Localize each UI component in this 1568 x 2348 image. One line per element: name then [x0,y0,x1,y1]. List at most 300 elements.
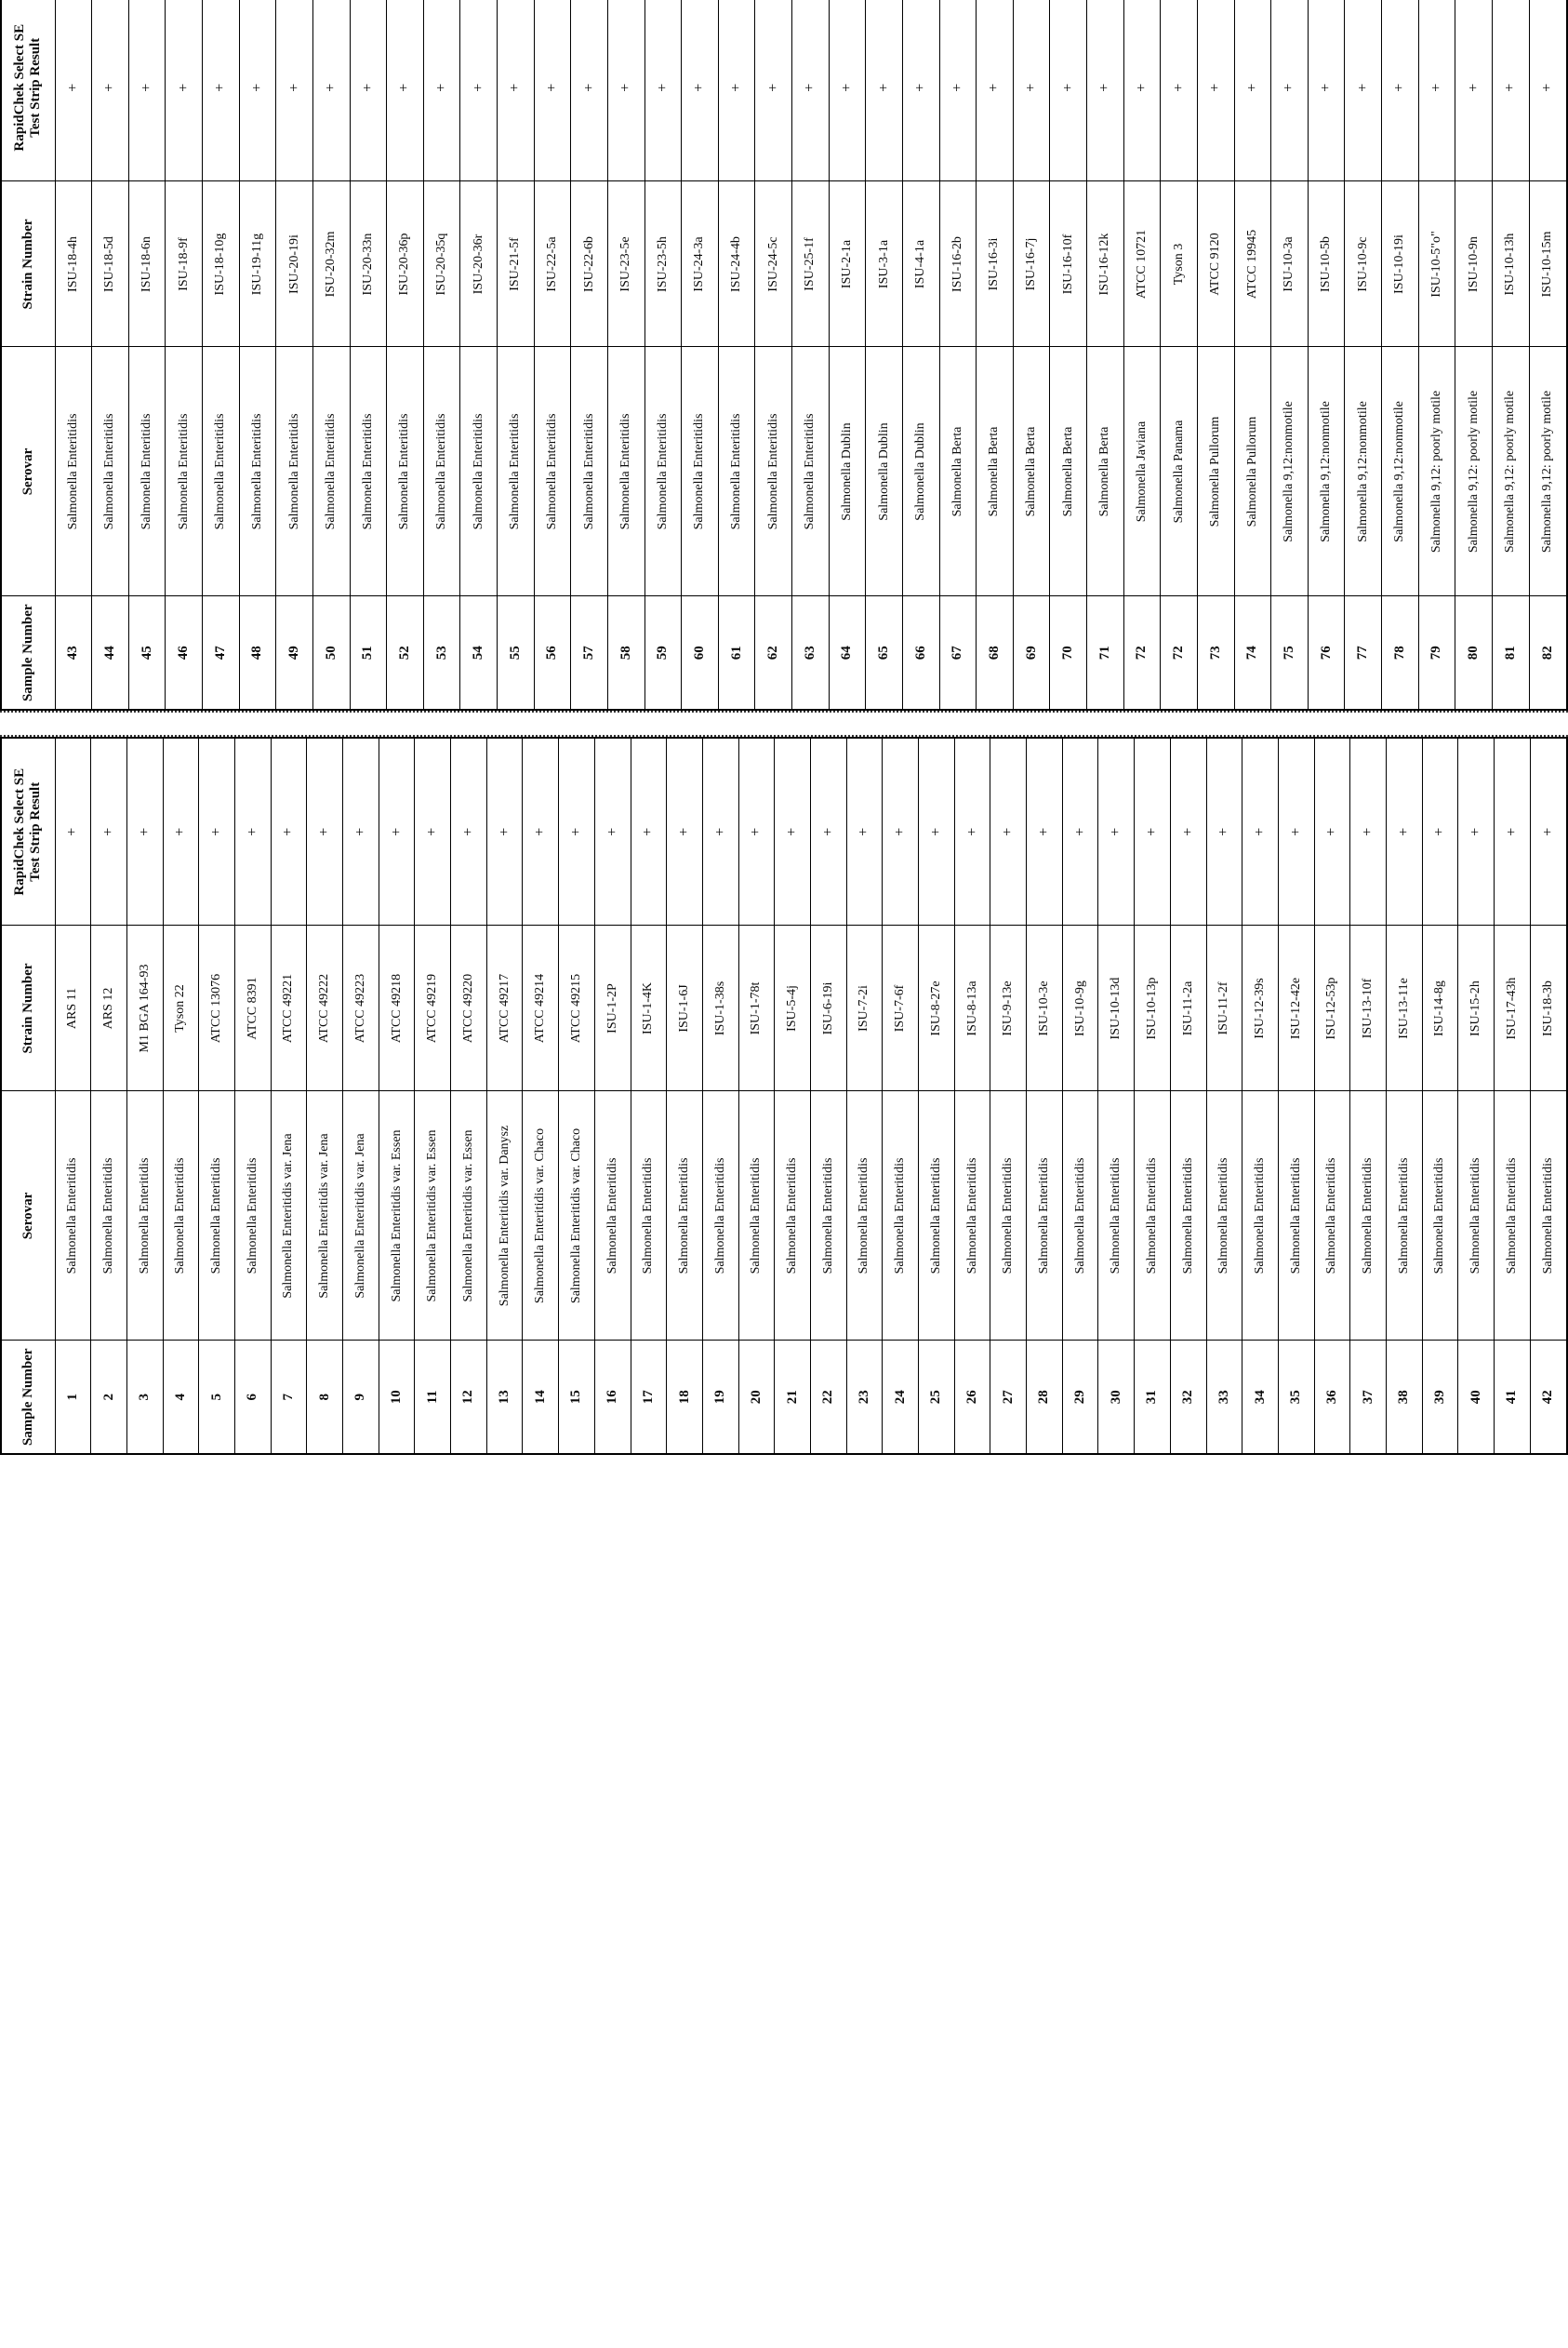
serovar-cell: Salmonella Enteritidis [1098,1091,1135,1341]
table-row [276,0,313,710]
result-cell: + [1382,0,1419,181]
serovar-cell: Salmonella Enteritidis [55,1091,91,1341]
strain-cell: ARS 11 [55,926,91,1091]
table-row [1492,0,1529,710]
serovar-cell: Salmonella Enteritidis [1206,1091,1242,1341]
serovar-cell: Salmonella Enteritidis var. Jena [307,1091,343,1341]
table-row [1422,738,1458,1454]
serovar-cell: Salmonella Enteritidis [1458,1091,1495,1341]
sample-cell: 56 [534,596,571,710]
result-cell: + [1492,0,1529,181]
sample-cell: 8 [307,1341,343,1454]
sample-cell: 69 [1013,596,1050,710]
sample-cell: 41 [1495,1341,1531,1454]
serovar-cell: Salmonella Enteritidis [1350,1091,1387,1341]
sample-cell: 33 [1206,1341,1242,1454]
strain-cell: ATCC 8391 [234,926,271,1091]
sample-cell: 78 [1382,596,1419,710]
header-row [1,738,55,1454]
strain-cell: ISU-18-3b [1530,926,1567,1091]
serovar-cell: Salmonella Berta [1050,347,1087,596]
serovar-cell: Salmonella Enteritidis [350,347,387,596]
strain-cell: ISU-16-10f [1050,181,1087,347]
result-cell: + [1350,738,1387,926]
sample-cell: 79 [1418,596,1455,710]
strain-cell: ISU-11-2a [1170,926,1206,1091]
sample-cell: 19 [702,1341,738,1454]
sample-cell: 11 [415,1341,451,1454]
strain-cell: ISU-10-3e [1027,926,1063,1091]
result-cell: + [1170,738,1206,926]
serovar-cell: Salmonella Pullorum [1234,347,1271,596]
table-row [644,0,682,710]
strain-cell: ISU-12-42e [1278,926,1314,1091]
table-row [163,738,199,1454]
sample-cell: 46 [166,596,203,710]
table-row [1050,0,1087,710]
result-cell: + [498,0,535,181]
strain-cell: ISU-1-38s [702,926,738,1091]
result-cell: + [126,738,163,926]
serovar-cell: Salmonella Enteritidis [1242,1091,1279,1341]
serovar-cell: Salmonella Enteritidis [702,1091,738,1341]
serovar-cell: Salmonella Enteritidis [203,347,240,596]
serovar-cell: Salmonella Berta [977,347,1014,596]
serovar-cell: Salmonella Dublin [902,347,939,596]
sample-cell: 40 [1458,1341,1495,1454]
strain-cell: ISU-20-36p [387,181,424,347]
table-row [1314,738,1350,1454]
strain-cell: ATCC 49222 [307,926,343,1091]
serovar-cell: Salmonella Enteritidis [607,347,644,596]
result-cell: + [1314,738,1350,926]
result-cell: + [718,0,755,181]
table-row [1135,738,1171,1454]
serovar-header: Serovar [1,1091,55,1341]
serovar-cell: Salmonella Enteritidis [387,347,424,596]
sample-cell: 39 [1422,1341,1458,1454]
strain-cell: ISU-10-9g [1062,926,1098,1091]
sample-cell: 3 [126,1341,163,1454]
serovar-cell: Salmonella Enteritidis [594,1091,631,1341]
result-cell: + [486,738,523,926]
table-row [1170,738,1206,1454]
serovar-cell: Salmonella Enteritidis [644,347,682,596]
table-row [1234,0,1271,710]
strain-cell: ISU-20-35q [423,181,460,347]
strain-cell: ISU-8-27e [919,926,955,1091]
strain-cell: ISU-5-4j [775,926,811,1091]
result-cell: + [954,738,990,926]
strain-cell: ISU-15-2h [1458,926,1495,1091]
sample-cell: 73 [1197,596,1234,710]
sample-cell: 76 [1308,596,1345,710]
sample-cell: 64 [829,596,866,710]
sample-cell: 29 [1062,1341,1098,1454]
result-cell: + [312,0,350,181]
sample-cell: 81 [1492,596,1529,710]
strain-cell: ATCC 13076 [199,926,235,1091]
result-cell: + [1422,738,1458,926]
strain-cell: ISU-1-2P [594,926,631,1091]
sample-cell: 16 [594,1341,631,1454]
sample-cell: 58 [607,596,644,710]
strain-cell: ISU-10-13d [1098,926,1135,1091]
sample-cell: 67 [939,596,977,710]
result-cell: + [523,738,559,926]
strain-cell: ISU-10-13p [1135,926,1171,1091]
serovar-cell: Salmonella Dublin [829,347,866,596]
result-cell: + [919,738,955,926]
table-row [702,738,738,1454]
table-row [1418,0,1455,710]
result-cell: + [631,738,667,926]
sample-cell: 66 [902,596,939,710]
sample-cell: 74 [1234,596,1271,710]
strain-cell: ISU-13-10f [1350,926,1387,1091]
strain-cell: ISU-10-5"o" [1418,181,1455,347]
serovar-cell: Salmonella Enteritidis [1386,1091,1422,1341]
serovar-cell: Salmonella 9,12: poorly motile [1418,347,1455,596]
result-cell: + [594,738,631,926]
strain-cell: ISU-24-5c [755,181,792,347]
strain-cell: ISU-21-5f [498,181,535,347]
strain-cell: ISU-1-4K [631,926,667,1091]
result-header [1,0,55,181]
strain-cell: ISU-23-5e [607,181,644,347]
strain-cell: ISU-18-4h [55,181,92,347]
result-cell: + [271,738,307,926]
sample-cell: 55 [498,596,535,710]
strain-cell: ISU-18-6n [128,181,166,347]
sample-cell: 5 [199,1341,235,1454]
result-header [1,738,55,926]
table-row [939,0,977,710]
result-cell: + [1418,0,1455,181]
serovar-cell: Salmonella Enteritidis [234,1091,271,1341]
result-cell: + [199,738,235,926]
serovar-cell: Salmonella Enteritidis [55,347,92,596]
result-cell: + [846,738,883,926]
result-cell: + [451,738,487,926]
serovar-cell: Salmonella Enteritidis [667,1091,703,1341]
sample-cell: 63 [792,596,830,710]
result-cell: + [1234,0,1271,181]
serovar-cell: Salmonella Enteritidis var. Essen [379,1091,415,1341]
sample-cell: 51 [350,596,387,710]
sample-cell: 25 [919,1341,955,1454]
result-cell: + [91,738,127,926]
sample-cell: 27 [990,1341,1027,1454]
sample-cell: 52 [387,596,424,710]
serovar-cell: Salmonella 9,12:nonmotile [1382,347,1419,596]
sample-cell: 34 [1242,1341,1279,1454]
table-row [91,738,127,1454]
sample-cell: 82 [1529,596,1567,710]
result-cell: + [379,738,415,926]
table-row [631,738,667,1454]
serovar-cell: Salmonella Enteritidis [239,347,276,596]
strain-cell: ISU-16-12k [1087,181,1124,347]
table-row [1027,738,1063,1454]
serovar-cell: Salmonella Berta [1013,347,1050,596]
result-cell: + [1530,738,1567,926]
result-cell: + [571,0,608,181]
table-row [1455,0,1493,710]
result-cell: + [460,0,498,181]
table-row [1495,738,1531,1454]
table-row [1062,738,1098,1454]
serovar-cell: Salmonella Enteritidis var. Essen [415,1091,451,1341]
table-row [55,738,91,1454]
result-cell: + [1013,0,1050,181]
sample-cell: 17 [631,1341,667,1454]
table-row [534,0,571,710]
result-cell: + [902,0,939,181]
table-row [738,738,775,1454]
sample-cell: 44 [92,596,129,710]
sample-cell: 59 [644,596,682,710]
sample-cell: 15 [559,1341,595,1454]
sample-cell: 38 [1386,1341,1422,1454]
strain-cell: ATCC 9120 [1197,181,1234,347]
strain-cell: ISU-22-5a [534,181,571,347]
strain-number-header: Strain Number [1,926,55,1091]
strain-cell: ISU-12-53p [1314,926,1350,1091]
serovar-cell: Salmonella Enteritidis [1422,1091,1458,1341]
result-cell: + [738,738,775,926]
serovar-cell: Salmonella 9,12:nonmotile [1308,347,1345,596]
serovar-cell: Salmonella 9,12: poorly motile [1455,347,1493,596]
strain-cell: ISU-10-13h [1492,181,1529,347]
result-cell: + [1098,738,1135,926]
sample-cell: 65 [866,596,903,710]
strain-table-samples-1-42 [0,737,1568,1455]
result-cell: + [1206,738,1242,926]
table-row [1161,0,1198,710]
result-cell: + [682,0,719,181]
result-cell: + [644,0,682,181]
sample-cell: 54 [460,596,498,710]
serovar-cell: Salmonella Enteritidis var. Essen [451,1091,487,1341]
strain-cell: ATCC 49214 [523,926,559,1091]
table-row [1098,738,1135,1454]
table-row [559,738,595,1454]
strain-cell: ATCC 49217 [486,926,523,1091]
table-row [682,0,719,710]
serovar-cell: Salmonella Enteritidis [846,1091,883,1341]
strain-cell: ISU-10-19i [1382,181,1419,347]
strain-cell: ATCC 49220 [451,926,487,1091]
table-row [1197,0,1234,710]
sample-cell: 80 [1455,596,1493,710]
serovar-cell: Salmonella Enteritidis [163,1091,199,1341]
strain-cell: ISU-8-13a [954,926,990,1091]
result-cell: + [883,738,919,926]
sample-cell: 35 [1278,1341,1314,1454]
serovar-cell: Salmonella Enteritidis [1530,1091,1567,1341]
strain-cell: ATCC 19945 [1234,181,1271,347]
sample-cell: 36 [1314,1341,1350,1454]
table-row [594,738,631,1454]
sample-cell: 49 [276,596,313,710]
sample-number-header: Sample Number [1,596,55,710]
strain-cell: ISU-10-3a [1271,181,1309,347]
serovar-cell: Salmonella Enteritidis [755,347,792,596]
sample-cell: 45 [128,596,166,710]
result-cell: + [990,738,1027,926]
sample-cell: 24 [883,1341,919,1454]
serovar-cell: Salmonella Enteritidis [571,347,608,596]
strain-cell: ISU-20-19i [276,181,313,347]
serovar-cell: Salmonella Enteritidis [775,1091,811,1341]
table-row [387,0,424,710]
table-row [1382,0,1419,710]
serovar-cell: Salmonella Enteritidis [954,1091,990,1341]
serovar-cell: Salmonella Enteritidis var. Chaco [559,1091,595,1341]
serovar-cell: Salmonella Enteritidis [199,1091,235,1341]
table-row [415,738,451,1454]
table-row [498,0,535,710]
sample-cell: 22 [810,1341,846,1454]
result-cell: + [163,738,199,926]
sample-cell: 31 [1135,1341,1171,1454]
sample-cell: 32 [1170,1341,1206,1454]
strain-cell: ISU-2-1a [829,181,866,347]
strain-cell: Tyson 22 [163,926,199,1091]
serovar-cell: Salmonella Pullorum [1197,347,1234,596]
table-separator-dotted-line [0,711,1568,737]
page-margin [0,1455,1568,2348]
result-cell: + [55,738,91,926]
result-cell: + [55,0,92,181]
strain-cell: ISU-24-4b [718,181,755,347]
strain-cell: ATCC 49221 [271,926,307,1091]
result-cell: + [1495,738,1531,926]
sample-cell: 1 [55,1341,91,1454]
serovar-cell: Salmonella Enteritidis [92,347,129,596]
table-row [1308,0,1345,710]
sample-cell: 28 [1027,1341,1063,1454]
strain-cell: ISU-14-8g [1422,926,1458,1091]
table-row [1345,0,1382,710]
sample-cell: 37 [1350,1341,1387,1454]
table-row [343,738,379,1454]
table-row [607,0,644,710]
result-cell: + [792,0,830,181]
serovar-cell: Salmonella 9,12:nonmotile [1345,347,1382,596]
serovar-cell: Salmonella Enteritidis [1495,1091,1531,1341]
serovar-cell: Salmonella Enteritidis [1062,1091,1098,1341]
serovar-cell: Salmonella 9,12: poorly motile [1492,347,1529,596]
sample-cell: 4 [163,1341,199,1454]
result-header-line: Test Strip Result [28,37,44,138]
result-cell: + [415,738,451,926]
sample-cell: 48 [239,596,276,710]
result-cell: + [1271,0,1309,181]
table-row [307,738,343,1454]
sample-cell: 43 [55,596,92,710]
table-row [1013,0,1050,710]
result-cell: + [307,738,343,926]
strain-cell: ISU-1-6J [667,926,703,1091]
result-cell: + [607,0,644,181]
result-cell: + [1386,738,1422,926]
serovar-cell: Salmonella Berta [939,347,977,596]
sample-cell: 77 [1345,596,1382,710]
sample-cell: 62 [755,596,792,710]
serovar-cell: Salmonella Enteritidis var. Chaco [523,1091,559,1341]
serovar-cell: Salmonella Enteritidis [460,347,498,596]
serovar-cell: Salmonella Enteritidis [682,347,719,596]
result-cell: + [1242,738,1279,926]
result-cell: + [1027,738,1063,926]
sample-cell: 7 [271,1341,307,1454]
table-row [523,738,559,1454]
strain-cell: ATCC 10721 [1123,181,1161,347]
sample-cell: 50 [312,596,350,710]
result-cell: + [1161,0,1198,181]
sample-cell: 26 [954,1341,990,1454]
serovar-cell: Salmonella Enteritidis [423,347,460,596]
table-row [423,0,460,710]
strain-cell: ISU-25-1f [792,181,830,347]
serovar-cell: Salmonella Enteritidis [1027,1091,1063,1341]
table-row [312,0,350,710]
table-row [810,738,846,1454]
strain-cell: ISU-20-33n [350,181,387,347]
serovar-cell: Salmonella Enteritidis var. Jena [271,1091,307,1341]
strain-cell: ISU-19-11g [239,181,276,347]
strain-cell: ISU-12-39s [1242,926,1279,1091]
result-cell: + [92,0,129,181]
table-row [271,738,307,1454]
sample-cell: 72 [1161,596,1198,710]
strain-cell: ISU-10-15m [1529,181,1567,347]
table-row [954,738,990,1454]
table-row [1278,738,1314,1454]
result-cell: + [239,0,276,181]
table-row [1350,738,1387,1454]
table-row [460,0,498,710]
table-row [55,0,92,710]
result-cell: + [667,738,703,926]
strain-cell: ATCC 49223 [343,926,379,1091]
serovar-cell: Salmonella Enteritidis [990,1091,1027,1341]
serovar-cell: Salmonella Enteritidis var. Jena [343,1091,379,1341]
table-row [1271,0,1309,710]
result-cell: + [534,0,571,181]
header-row [1,0,55,710]
result-header-line: RapidChek Select SE [12,23,28,152]
sample-cell: 60 [682,596,719,710]
strain-cell: ISU-10-5b [1308,181,1345,347]
serovar-cell: Salmonella Enteritidis [126,1091,163,1341]
serovar-cell: Salmonella Enteritidis [166,347,203,596]
sample-number-header: Sample Number [1,1341,55,1454]
strain-cell: ISU-16-2b [939,181,977,347]
result-cell: + [755,0,792,181]
strain-cell: ISU-13-11e [1386,926,1422,1091]
strain-cell: ISU-18-9f [166,181,203,347]
strain-cell: ISU-9-13e [990,926,1027,1091]
strain-number-header: Strain Number [1,181,55,347]
serovar-cell: Salmonella Enteritidis [919,1091,955,1341]
sample-cell: 20 [738,1341,775,1454]
table-row [990,738,1027,1454]
result-cell: + [1123,0,1161,181]
table-row [775,738,811,1454]
